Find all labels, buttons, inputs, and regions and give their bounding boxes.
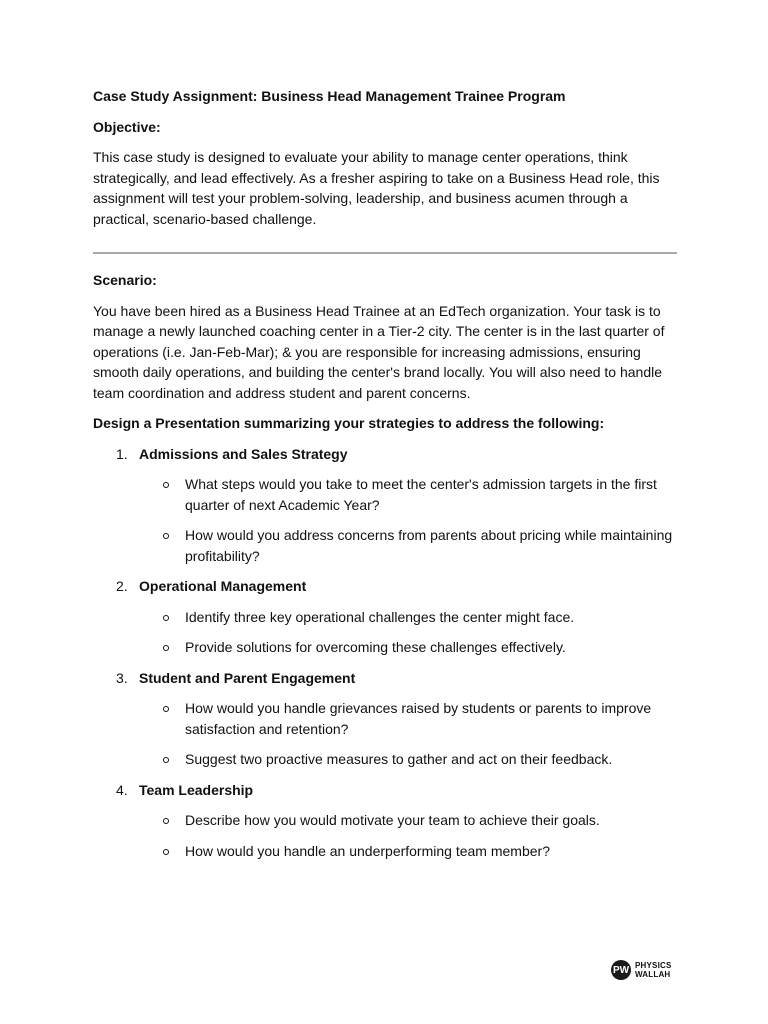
section-title: [93, 780, 677, 801]
hollow-bullet-icon: [163, 533, 169, 539]
logo-wordmark: [635, 961, 672, 979]
hollow-bullet-icon: [163, 645, 169, 651]
sub-question-text: How would you address concerns from parents about pricing while maintaining profitability?: [185, 527, 673, 564]
section-item: [93, 444, 677, 567]
pw-logo-icon: PW: [611, 960, 631, 980]
document-page: [93, 86, 677, 861]
section-item: [93, 668, 677, 770]
section-number: 3.: [116, 669, 128, 686]
sub-question: [93, 525, 677, 566]
sub-question-list: [93, 698, 677, 770]
sub-question: [93, 474, 677, 515]
section-item: [93, 780, 677, 862]
scenario-heading: Scenario:: [93, 272, 157, 288]
sub-question-text: How would you handle an underperforming team member?: [185, 842, 550, 859]
logo-line-2: WALLAH: [635, 970, 671, 979]
sub-question-list: [93, 810, 677, 861]
sub-question: [93, 749, 677, 770]
sub-question: [93, 607, 677, 628]
sub-question-text: Provide solutions for overcoming these challenges effectively.: [185, 639, 566, 655]
hollow-bullet-icon: [163, 757, 169, 763]
sub-question-text: Describe how you would motivate your team to achieve their goals.: [185, 812, 600, 828]
task-sections-list: [93, 444, 677, 862]
section-title-text: Student and Parent Engagement: [139, 669, 356, 686]
objective-heading: Objective:: [93, 118, 161, 135]
sub-question-text: Identify three key operational challenges the center might face.: [185, 608, 575, 625]
hollow-bullet-icon: [163, 482, 169, 488]
section-title-text: Team Leadership: [139, 781, 254, 798]
section-number: 1.: [116, 445, 128, 462]
sub-question: [93, 698, 677, 739]
sub-question-list: [93, 607, 677, 658]
hollow-bullet-icon: [163, 615, 169, 621]
logo-line-1: PHYSICS: [635, 961, 672, 970]
sub-question-text: Suggest two proactive measures to gather and act on their feedback.: [185, 751, 613, 767]
section-number: 4.: [116, 781, 128, 798]
hollow-bullet-icon: [163, 706, 169, 712]
scenario-text: You have been hired as a Business Head Trainee at an EdTech organization. Your task is to manage a newly launched coaching center in a Tier-2 city. The center is in the last quarter of operations (i.e. Jan-Feb-Mar); & you are responsible for increasing admissions, ensuring smooth daily operations, and building the center's brand locally. You will also need to handle team coordination and address student and parent concerns.: [93, 302, 665, 401]
section-title-text: Admissions and Sales Strategy: [139, 445, 348, 462]
section-item: [93, 576, 677, 658]
sub-question-text: How would you handle grievances raised by students or parents to improve satisfaction and retention?: [185, 700, 652, 737]
hollow-bullet-icon: [163, 849, 169, 855]
task-heading: Design a Presentation summarizing your strategies to address the following:: [93, 415, 605, 431]
sub-question: [93, 841, 677, 862]
section-title: [93, 576, 677, 597]
sub-question: [93, 637, 677, 658]
objective-text: This case study is designed to evaluate your ability to manage center operations, think strategically, and lead effectively. As a fresher aspiring to take on a Business Head role, this assignment will test your problem-solving, leadership, and business acumen through a practical, scenario-based challenge.: [93, 149, 660, 227]
sub-question-text: What steps would you take to meet the center's admission targets in the first quarter of next Academic Year?: [185, 476, 657, 513]
sub-question-list: [93, 474, 677, 566]
physics-wallah-logo: [611, 960, 672, 980]
hollow-bullet-icon: [163, 818, 169, 824]
sub-question: [93, 810, 677, 831]
section-title: [93, 668, 677, 689]
section-number: 2.: [116, 578, 128, 594]
document-title: Case Study Assignment: Business Head Management Trainee Program: [93, 88, 566, 104]
section-title-text: Operational Management: [139, 578, 307, 594]
section-title: [93, 444, 677, 465]
section-divider: [93, 252, 677, 254]
